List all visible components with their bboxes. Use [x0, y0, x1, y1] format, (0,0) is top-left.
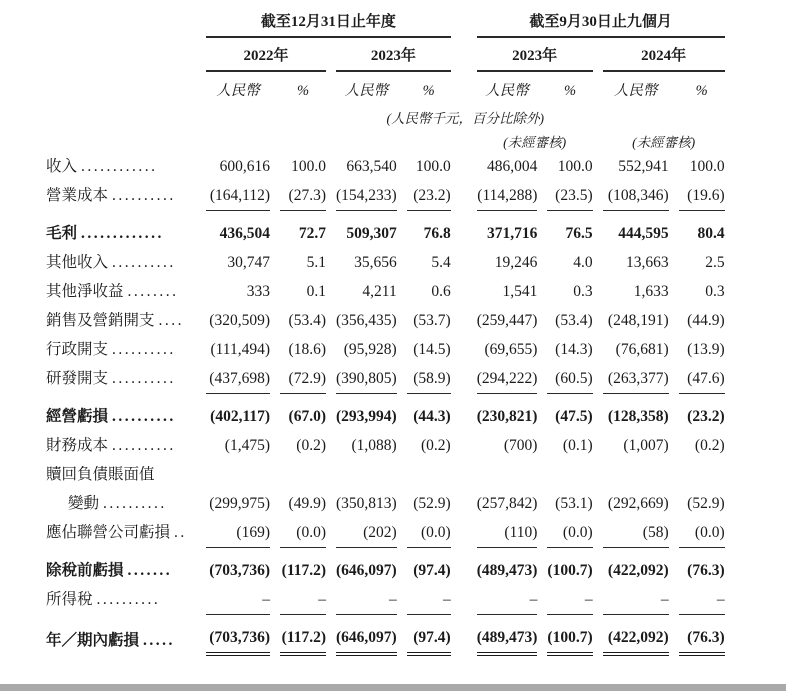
cell-value: (52.9) — [687, 495, 725, 512]
cell-value: (299,975) — [209, 495, 270, 512]
row-label-text: 銷售及營銷開支 — [46, 312, 155, 329]
group-gap — [461, 615, 467, 656]
cell-value: (0.2) — [421, 437, 451, 454]
cell-value: (169) — [206, 519, 270, 548]
cell-value: 4,211 — [362, 283, 397, 300]
cell-value: (52.9) — [413, 495, 451, 512]
group-gap — [461, 249, 467, 278]
cell-value: 486,004 — [487, 158, 538, 175]
row-label — [46, 336, 196, 365]
cell-value: (293,994) — [336, 408, 397, 425]
dot-leader: ............. — [81, 225, 164, 242]
row-label-text: 毛利 — [46, 225, 78, 242]
cell-value: 552,941 — [618, 158, 669, 175]
cell-value: (422,092) — [607, 562, 669, 579]
cell-value: – — [206, 586, 270, 615]
cell-value: 100.0 — [415, 158, 451, 175]
dot-leader: .......... — [112, 370, 176, 387]
cell-value: 436,504 — [219, 225, 270, 242]
dot-leader: .......... — [112, 187, 176, 204]
cell-value — [206, 461, 270, 490]
cell-value: 509,307 — [346, 225, 397, 242]
table-row — [46, 461, 725, 490]
cell-value: (437,698) — [206, 365, 270, 394]
row-label — [46, 365, 196, 394]
dot-leader: ........ — [127, 283, 179, 300]
row-label — [46, 461, 196, 490]
cell-value: (0.0) — [547, 519, 592, 548]
cell-value: 371,716 — [487, 225, 538, 242]
cell-value: – — [679, 586, 725, 615]
row-label-text: 贖回負債賬面值 — [46, 466, 155, 483]
period-group-header-interim: 截至9月30日止九個月 — [477, 6, 725, 38]
group-gap — [461, 72, 467, 102]
dot-leader: ....... — [127, 562, 173, 579]
cell-value: (257,842) — [476, 495, 538, 512]
cell-value: (19.6) — [679, 182, 725, 211]
percent-header: % — [422, 83, 435, 99]
year-header-2024: 2024年 — [603, 38, 725, 72]
cell-value: (202) — [336, 519, 397, 548]
dot-leader: .... — [158, 312, 185, 329]
currency-header: 人民幣 — [485, 83, 529, 99]
row-label-text: 其他收入 — [46, 254, 109, 271]
cell-value: (110) — [477, 519, 538, 548]
cell-value: 76.5 — [565, 225, 593, 242]
cell-value: (0.0) — [407, 519, 451, 548]
table-row — [46, 249, 725, 278]
currency-header: 人民幣 — [344, 83, 389, 99]
corner-blank — [46, 128, 196, 153]
currency-header: 人民幣 — [613, 83, 658, 99]
cell-value: (117.2) — [280, 615, 326, 656]
cell-value: 4.0 — [573, 254, 593, 271]
cell-value: 100.0 — [291, 158, 326, 175]
cell-value: (230,821) — [476, 408, 538, 425]
cell-value: 35,656 — [354, 254, 397, 271]
cell-value: (72.9) — [280, 365, 326, 394]
corner-blank — [46, 72, 196, 102]
cell-value: (646,097) — [336, 562, 397, 579]
group-gap — [461, 519, 467, 548]
row-label-text: 其他淨收益 — [46, 283, 124, 300]
cell-value — [603, 461, 669, 490]
cell-value — [407, 461, 451, 490]
cell-value: (27.3) — [280, 182, 326, 211]
cell-value: (100.7) — [547, 615, 592, 656]
cell-value: (23.2) — [407, 182, 451, 211]
unaudited-note: (未經審核) — [632, 135, 696, 150]
cell-value — [336, 461, 397, 490]
table-row — [46, 365, 725, 394]
group-gap — [461, 432, 467, 461]
row-label — [46, 548, 196, 586]
row-label-text: 經營虧損 — [46, 408, 109, 425]
cell-value: (117.2) — [281, 562, 326, 579]
row-label — [46, 432, 196, 461]
cell-value: (76.3) — [679, 615, 725, 656]
percent-header: % — [695, 83, 708, 99]
row-label — [46, 211, 196, 249]
cell-value: (44.3) — [413, 408, 451, 425]
cell-value: 600,616 — [219, 158, 270, 175]
row-label-text: 財務成本 — [46, 437, 109, 454]
dot-leader: .......... — [112, 341, 176, 358]
table-row — [46, 182, 725, 211]
cell-value: (60.5) — [547, 365, 592, 394]
cell-value: (111,494) — [210, 341, 270, 358]
table-row — [46, 490, 725, 519]
cell-value: 663,540 — [346, 158, 397, 175]
dot-leader: ............ — [81, 158, 158, 175]
row-label — [46, 615, 196, 656]
cell-value: (58.9) — [407, 365, 451, 394]
group-gap — [461, 128, 467, 153]
cell-value: (164,112) — [206, 182, 270, 211]
cell-value: (108,346) — [603, 182, 669, 211]
group-gap — [461, 153, 467, 182]
cell-value: (14.3) — [555, 341, 593, 358]
cell-value: (97.4) — [413, 562, 451, 579]
row-label-text: 應佔聯營公司虧損 — [46, 524, 171, 541]
cell-value: (489,473) — [476, 562, 538, 579]
row-label-text: 除稅前虧損 — [46, 562, 124, 579]
cell-value: (47.6) — [679, 365, 725, 394]
row-label — [46, 490, 196, 519]
dot-leader: .......... — [112, 254, 176, 271]
table-body — [46, 153, 725, 656]
group-gap — [461, 307, 467, 336]
cell-value: – — [547, 586, 592, 615]
row-label-text: 研發開支 — [46, 370, 109, 387]
group-gap — [461, 548, 467, 586]
cell-value: 1,541 — [502, 283, 538, 300]
table-row — [46, 153, 725, 182]
row-label-text: 營業成本 — [46, 187, 109, 204]
cell-value — [679, 461, 725, 490]
cell-value: (53.4) — [288, 312, 326, 329]
row-label-text: 所得稅 — [46, 591, 93, 608]
cell-value: (390,805) — [336, 365, 397, 394]
group-gap — [461, 586, 467, 615]
cell-value: (703,736) — [206, 615, 270, 656]
table-row — [46, 615, 725, 656]
table-row — [46, 432, 725, 461]
cell-value: (49.9) — [288, 495, 326, 512]
table-row — [46, 307, 725, 336]
group-gap — [461, 365, 467, 394]
cell-value: (1,475) — [224, 437, 270, 454]
dot-leader: .......... — [103, 495, 167, 512]
cell-value: 76.8 — [423, 225, 451, 242]
cell-value: (1,088) — [351, 437, 397, 454]
group-gap — [461, 461, 467, 490]
unit-note-row — [46, 102, 725, 128]
cell-value: (23.2) — [687, 408, 725, 425]
unaudited-row — [46, 128, 725, 153]
cell-value: – — [477, 586, 538, 615]
blank-cell — [206, 128, 451, 153]
cell-value: 444,595 — [618, 225, 669, 242]
row-label-text: 年／期內虧損 — [46, 632, 140, 649]
cell-value: (76.3) — [687, 562, 725, 579]
unaudited-note: (未經審核) — [503, 135, 567, 150]
cell-value: 72.7 — [298, 225, 326, 242]
group-gap — [461, 490, 467, 519]
cell-value — [547, 461, 592, 490]
group-gap — [461, 182, 467, 211]
cell-value: (53.4) — [555, 312, 593, 329]
cell-value: (700) — [503, 437, 538, 454]
dot-leader: .......... — [112, 408, 176, 425]
cell-value: (0.0) — [280, 519, 326, 548]
corner-blank — [46, 102, 196, 128]
cell-value: (128,358) — [607, 408, 669, 425]
dot-leader: ..... — [143, 632, 175, 649]
page-edge-bar — [0, 684, 786, 691]
percent-header: % — [563, 83, 577, 99]
cell-value: 13,663 — [625, 254, 669, 271]
cell-value: 19,246 — [494, 254, 538, 271]
group-gap — [461, 336, 467, 365]
cell-value — [477, 461, 538, 490]
cell-value: (69,655) — [484, 341, 538, 358]
row-label — [46, 586, 196, 615]
row-label-text: 收入 — [46, 158, 78, 175]
cell-value — [280, 461, 326, 490]
cell-value: (100.7) — [547, 562, 593, 579]
cell-value: (154,233) — [336, 182, 397, 211]
dot-leader: .. — [174, 524, 187, 541]
row-label — [46, 519, 196, 548]
year-row — [46, 38, 725, 72]
subheader-row — [46, 72, 725, 102]
period-group-row — [46, 6, 725, 38]
cell-value: (23.5) — [547, 182, 592, 211]
percent-header: % — [296, 83, 310, 99]
cell-value: 30,747 — [227, 254, 270, 271]
cell-value: 0.3 — [705, 283, 725, 300]
dot-leader: .......... — [96, 591, 161, 608]
cell-value: (350,813) — [336, 495, 397, 512]
group-gap — [461, 6, 467, 38]
row-label — [46, 249, 196, 278]
table-row — [46, 278, 725, 307]
year-header-2023: 2023年 — [336, 38, 451, 72]
row-label — [46, 278, 196, 307]
cell-value: (356,435) — [336, 312, 397, 329]
cell-value: (53.7) — [413, 312, 451, 329]
cell-value: (248,191) — [607, 312, 669, 329]
cell-value: (292,669) — [607, 495, 669, 512]
cell-value: (114,288) — [477, 182, 538, 211]
cell-value: (47.5) — [555, 408, 593, 425]
corner-blank — [46, 38, 196, 72]
group-gap — [461, 38, 467, 72]
cell-value: (402,117) — [210, 408, 270, 425]
cell-value: (259,447) — [476, 312, 538, 329]
cell-value: 0.1 — [306, 283, 326, 300]
table-row — [46, 586, 725, 615]
group-gap — [461, 394, 467, 432]
cell-value: (489,473) — [477, 615, 538, 656]
cell-value: – — [407, 586, 451, 615]
dot-leader: .......... — [112, 437, 176, 454]
year-header-2022: 2022年 — [206, 38, 326, 72]
corner-blank — [46, 6, 196, 38]
cell-value: 100.0 — [689, 158, 725, 175]
row-label-text: 行政開支 — [46, 341, 109, 358]
cell-value: 2.5 — [705, 254, 725, 271]
cell-value: (97.4) — [407, 615, 451, 656]
cell-value: (1,007) — [623, 437, 669, 454]
row-label — [46, 307, 196, 336]
currency-header: 人民幣 — [216, 83, 260, 99]
cell-value: (263,377) — [603, 365, 669, 394]
cell-value: – — [280, 586, 326, 615]
cell-value: (0.2) — [694, 437, 725, 454]
cell-value: 0.6 — [431, 283, 451, 300]
cell-value: (703,736) — [209, 562, 270, 579]
table-row — [46, 211, 725, 249]
table-row — [46, 336, 725, 365]
row-label — [46, 182, 196, 211]
cell-value: 0.3 — [573, 283, 593, 300]
cell-value: (44.9) — [687, 312, 725, 329]
period-group-header-annual: 截至12月31日止年度 — [206, 6, 451, 38]
row-label — [46, 394, 196, 432]
cell-value: – — [336, 586, 397, 615]
cell-value: (0.1) — [562, 437, 593, 454]
cell-value: – — [603, 586, 669, 615]
cell-value: (0.0) — [679, 519, 725, 548]
year-header-2023-interim: 2023年 — [477, 38, 593, 72]
cell-value: (76,681) — [615, 341, 669, 358]
cell-value: (67.0) — [288, 408, 326, 425]
cell-value: (646,097) — [336, 615, 397, 656]
cell-value: (320,509) — [209, 312, 270, 329]
cell-value: (422,092) — [603, 615, 669, 656]
cell-value: 100.0 — [557, 158, 593, 175]
table-row — [46, 548, 725, 586]
cell-value: (95,928) — [343, 341, 397, 358]
cell-value: (14.5) — [413, 341, 451, 358]
cell-value: (58) — [603, 519, 669, 548]
cell-value: 333 — [246, 283, 270, 300]
row-label — [46, 153, 196, 182]
row-label-text: 變動 — [68, 495, 100, 512]
cell-value: 80.4 — [697, 225, 725, 242]
cell-value: (18.6) — [288, 341, 326, 358]
group-gap — [461, 278, 467, 307]
financial-summary-table — [36, 6, 735, 656]
cell-value: (0.2) — [296, 437, 326, 454]
table-row — [46, 519, 725, 548]
cell-value: (294,222) — [477, 365, 538, 394]
group-gap — [461, 211, 467, 249]
cell-value: 5.1 — [306, 254, 326, 271]
cell-value: (53.1) — [555, 495, 593, 512]
cell-value: 1,633 — [633, 283, 669, 300]
cell-value: 5.4 — [431, 254, 451, 271]
cell-value: (13.9) — [687, 341, 725, 358]
table-row — [46, 394, 725, 432]
unit-note: (人民幣千元，百分比除外) — [386, 111, 545, 126]
